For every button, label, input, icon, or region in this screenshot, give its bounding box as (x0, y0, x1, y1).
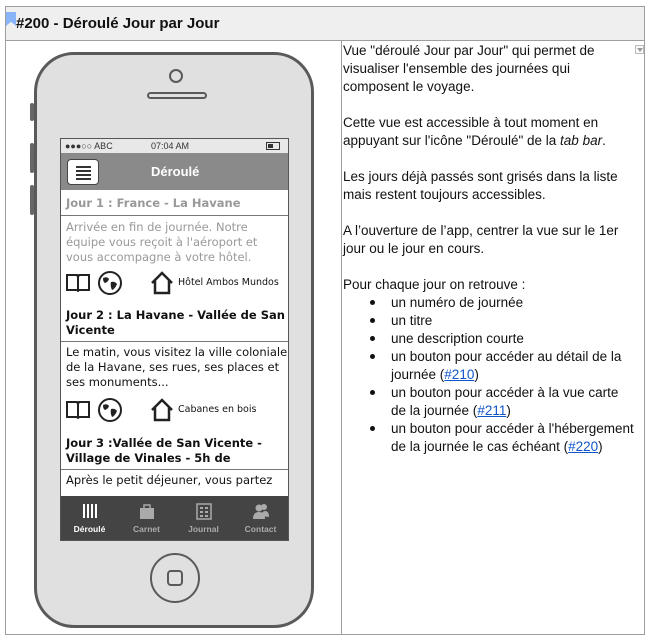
tab-contact[interactable] (232, 496, 289, 541)
description-paragraph: A l’ouverture de l’app, centrer la vue sur le 1er jour ou le jour en cours. (343, 223, 619, 256)
day-title[interactable]: Jour 3 :Vallée de San Vicente - Village de Vinales - 5h de (66, 436, 262, 465)
menu-line-icon (76, 166, 91, 168)
list-item: un titre (343, 312, 635, 330)
spec-header (6, 7, 644, 41)
day-title[interactable]: Jour 1 : France - La Havane (66, 196, 241, 210)
volume-down-button (30, 185, 34, 215)
list-item: une description courte (343, 330, 635, 348)
day-actions (66, 271, 288, 295)
tab-label: Journal (188, 524, 219, 534)
text-span: un bouton pour accéder à l'hébergement de la journée le cas échéant ( (391, 421, 634, 454)
hotel-label[interactable]: Cabanes en bois (178, 404, 257, 415)
carrier-label: ●●●○○ ABC (65, 141, 113, 151)
menu-line-icon (76, 174, 91, 176)
list-item (343, 420, 635, 456)
italic-text: tab bar (560, 133, 603, 148)
link-220[interactable]: #220 (568, 439, 599, 454)
day-description: Le matin, vous visitez la ville coloniale de la Havane, ses rues, ses places et ses monuments... (66, 345, 288, 389)
house-icon[interactable] (150, 398, 174, 422)
tab-label: Contact (244, 524, 277, 534)
spec-title: #200 - Déroulé Jour par Jour (16, 15, 220, 32)
list-item (343, 348, 635, 384)
tab-label: Carnet (133, 524, 160, 534)
menu-line-icon (76, 170, 91, 172)
book-icon[interactable] (66, 273, 90, 292)
text-span: Cette vue est accessible à tout moment en appuyant sur l'icône "Déroulé" de la (343, 115, 599, 148)
tab-journal[interactable] (175, 496, 232, 541)
status-bar (61, 139, 288, 153)
description-paragraph (343, 114, 635, 150)
camera-icon (169, 69, 183, 83)
link-210[interactable]: #210 (444, 367, 475, 382)
text-span: un bouton pour accéder au détail de la journée ( (391, 349, 622, 382)
briefcase-icon (139, 502, 155, 520)
text-span: . (602, 133, 606, 148)
separator (61, 469, 288, 470)
text-span: un bouton pour accéder à la vue carte de la journée ( (391, 385, 619, 418)
book-icon[interactable] (66, 400, 90, 419)
globe-icon[interactable] (98, 398, 122, 422)
day-title[interactable]: Jour 2 : La Havane - Vallée de San Vicente (66, 308, 285, 337)
list-icon (82, 502, 98, 520)
menu-button[interactable] (67, 159, 99, 185)
separator (61, 215, 288, 216)
home-square-icon (167, 570, 183, 586)
days-list[interactable] (61, 190, 288, 496)
description-paragraph: Vue "déroulé Jour par Jour" qui permet de visualiser l'ensemble des journées qui composent le voyage. (343, 43, 595, 94)
tab-bar (61, 496, 288, 541)
dropdown-arrow-icon[interactable] (635, 45, 644, 54)
phone-mockup (34, 52, 314, 628)
day-description: Arrivée en fin de journée. Notre équipe vous reçoit à l'aéroport et vous accompagne à votre hôtel. (66, 220, 258, 264)
mute-switch (30, 103, 34, 121)
list-intro: Pour chaque jour on retrouve : (343, 277, 526, 292)
day-description: Après le petit déjeuner, vous partez (66, 473, 273, 487)
separator (61, 341, 288, 342)
clock-label: 07:04 AM (151, 141, 190, 151)
description-paragraph: Les jours déjà passés sont grisés dans la liste mais restent toujours accessibles. (343, 169, 618, 202)
nav-bar (61, 153, 288, 190)
column-divider (341, 41, 342, 635)
list-item: un numéro de journée (343, 294, 635, 312)
menu-line-icon (76, 178, 91, 180)
hotel-label[interactable]: Hôtel Ambos Mundos (178, 277, 279, 288)
features-list (343, 294, 635, 456)
tab-deroule[interactable] (61, 496, 118, 541)
speaker-grille (147, 92, 207, 99)
text-span: ) (474, 367, 479, 382)
tab-carnet[interactable] (118, 496, 175, 541)
link-211[interactable]: #211 (477, 403, 507, 418)
house-icon[interactable] (150, 271, 174, 295)
contact-icon (253, 502, 269, 520)
home-button (150, 553, 200, 603)
list-item (343, 384, 635, 420)
bookmark-icon[interactable] (6, 12, 16, 26)
text-span: ) (506, 403, 511, 418)
journal-icon (196, 502, 212, 520)
volume-up-button (30, 143, 34, 173)
phone-screen (60, 138, 289, 541)
tab-label: Déroulé (73, 524, 106, 534)
day-actions (66, 398, 288, 422)
spec-description (343, 42, 635, 456)
globe-icon[interactable] (98, 271, 122, 295)
nav-title: Déroulé (151, 164, 200, 179)
battery-icon (266, 142, 280, 150)
text-span: ) (598, 439, 603, 454)
